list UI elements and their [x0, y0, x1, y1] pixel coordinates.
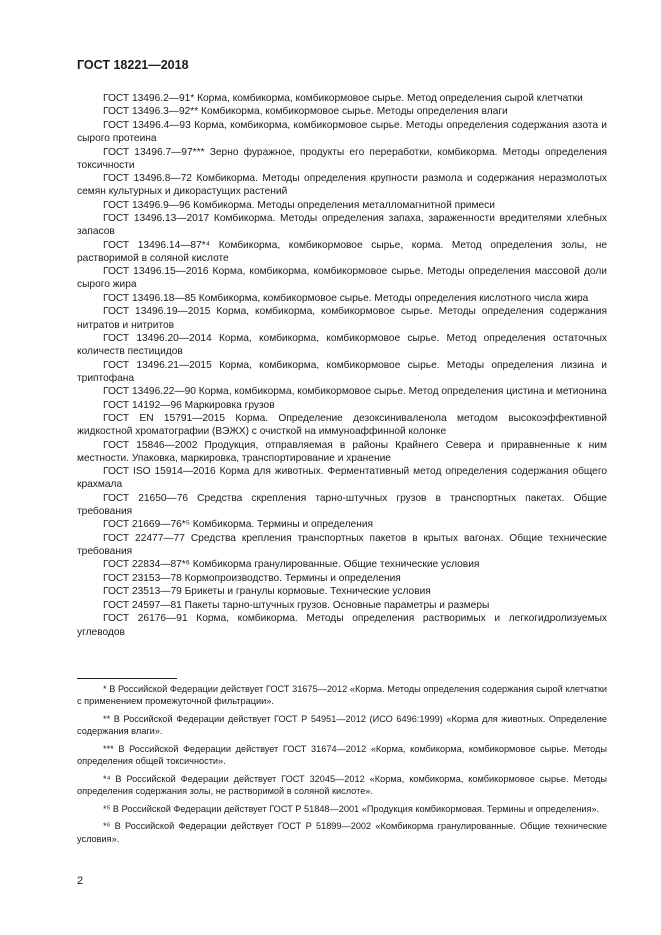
reference-item: ГОСТ 13496.9—96 Комбикорма. Методы определения металломагнитной примеси	[103, 199, 495, 211]
reference-item: ГОСТ 13496.18—85 Комбикорма, комбикормовое сырье. Методы определения кислотного числа жира	[103, 292, 589, 304]
reference-item: ГОСТ 13496.22—90 Корма, комбикорма, комбикормовое сырье. Метод определения цистина и метионина	[103, 386, 607, 398]
reference-item: ГОСТ 13496.13—2017 Комбикорма. Методы определения запаха, зараженности вредителями хлебных запасов	[77, 213, 607, 238]
reference-item: ГОСТ 14192—96 Маркировка грузов	[103, 399, 275, 411]
reference-item: ГОСТ 13496.4—93 Корма, комбикорма, комбикормовое сырье. Методы определения содержания азота и сырого протеина	[77, 119, 607, 145]
reference-item: ГОСТ 13496.7—97*** Зерно фуражное, продукты его переработки, комбикорма. Методы определения токсичности	[77, 146, 607, 171]
reference-item: ГОСТ 13496.21—2015 Корма, комбикорма, комбикормовое сырье. Методы определения лизина и триптофана	[77, 359, 607, 384]
reference-item: ГОСТ 13496.20—2014 Корма, комбикорма, комбикормовое сырье. Метод определения остаточных количеств пестицидов	[77, 332, 607, 358]
reference-item: ГОСТ 15846—2002 Продукция, отправляемая в районы Крайнего Севера и приравненные к ним местности. Упаковка, маркировка, транспортирование и хранение	[77, 439, 607, 464]
footnote-item: *⁴ В Российской Федерации действует ГОСТ 32045—2012 «Корма, комбикорма, комбикормовое сырье. Методы определения содержания золы, не растворимой в соляной кислоте».	[77, 773, 607, 796]
footnote-item: *** В Российской Федерации действует ГОСТ 31674—2012 «Корма, комбикорма, комбикормовое сырье. Методы определения общей токсичности».	[77, 743, 607, 767]
reference-item: ГОСТ 13496.15—2016 Корма, комбикорма, комбикормовое сырье. Методы определения массовой доли сырого жира	[77, 266, 607, 291]
reference-item: ГОСТ 22477—77 Средства крепления транспортных пакетов в крытых вагонах. Общие технические требования	[77, 532, 607, 557]
footnote-item: ** В Российской Федерации действует ГОСТ Р 54951—2012 (ИСО 6496:1999) «Корма для животных. Определение содержания влаги».	[77, 713, 607, 737]
reference-item: ГОСТ 13496.8—72 Комбикорма. Методы определения крупности размола и содержания неразмолотых семян культурных и дикорастущих растений	[77, 173, 607, 198]
reference-item: ГОСТ 23513—79 Брикеты и гранулы кормовые. Технические условия	[103, 586, 431, 598]
reference-item: ГОСТ 26176—91 Корма, комбикорма. Методы определения растворимых и легкогидролизуемых углеводов	[77, 613, 607, 638]
footnote-item: * В Российской Федерации действует ГОСТ 31675—2012 «Корма. Методы определения содержания сырой клетчатки с применением промежуточной фильтрации».	[77, 684, 607, 707]
footnote-separator	[77, 678, 177, 679]
reference-item: ГОСТ 23153—78 Кормопроизводство. Термины и определения	[103, 572, 401, 584]
footnotes-list	[77, 683, 607, 850]
reference-item: ГОСТ 13496.14—87*⁴ Комбикорма, комбикормовое сырье, корма. Метод определения золы, не растворимой в соляной кислоте	[77, 239, 607, 264]
reference-item: ГОСТ 13496.3—92** Комбикорма, комбикормовое сырье. Методы определения влаги	[103, 106, 508, 118]
reference-item: ГОСТ 21669—76*⁵ Комбикорма. Термины и определения	[103, 519, 374, 531]
page-number: 2	[77, 875, 84, 887]
reference-item: ГОСТ ISO 15914—2016 Корма для животных. Ферментативный метод определения содержания общего крахмала	[77, 466, 607, 491]
document-header: ГОСТ 18221—2018	[77, 58, 189, 72]
reference-item: ГОСТ 24597—81 Пакеты тарно-штучных грузов. Основные параметры и размеры	[103, 599, 490, 611]
footnote-item: *⁶ В Российской Федерации действует ГОСТ Р 51899—2002 «Комбикорма гранулированные. Общие технические условия».	[77, 821, 607, 844]
references-list	[77, 92, 607, 639]
footnote-item: *⁵ В Российской Федерации действует ГОСТ Р 51848—2001 «Продукция комбикормовая. Термины и определения».	[103, 803, 600, 814]
reference-item: ГОСТ EN 15791—2015 Корма. Определение дезоксиниваленола методом высокоэффективной жидкостной хроматографии (ВЭЖХ) с очисткой на иммуноаффинной колонке	[77, 413, 607, 438]
reference-item: ГОСТ 13496.19—2015 Корма, комбикорма, комбикормовое сырье. Методы определения содержания нитратов и нитритов	[77, 306, 607, 331]
reference-item: ГОСТ 13496.2—91* Корма, комбикорма, комбикормовое сырье. Метод определения сырой клетчатки	[103, 93, 583, 104]
reference-item: ГОСТ 21650—76 Средства скрепления тарно-штучных грузов в транспортных пакетах. Общие требования	[77, 492, 607, 517]
reference-item: ГОСТ 22834—87*⁶ Комбикорма гранулированные. Общие технические условия	[103, 559, 480, 571]
